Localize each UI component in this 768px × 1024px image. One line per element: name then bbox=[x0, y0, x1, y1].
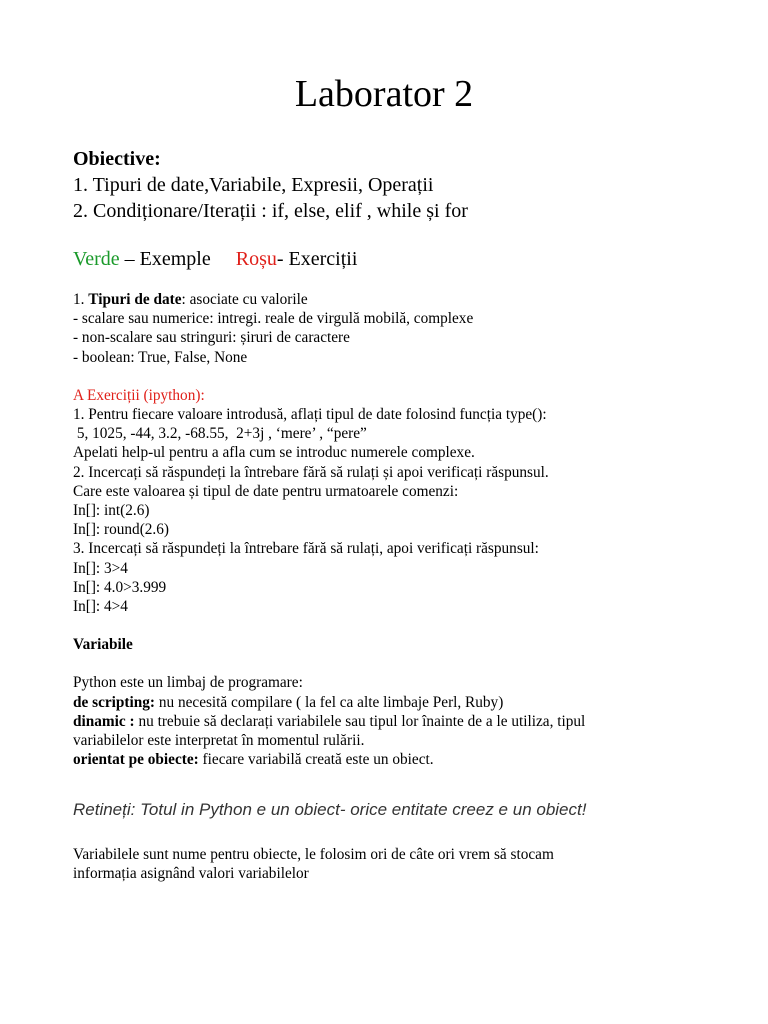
types-line: - boolean: True, False, None bbox=[73, 348, 248, 366]
dynamic-label: dinamic : bbox=[73, 712, 135, 730]
object-text: fiecare variabilă creată este un obiect. bbox=[198, 751, 434, 769]
color-legend bbox=[73, 246, 357, 272]
objectives-block bbox=[73, 146, 733, 224]
types-heading: Tipuri de date bbox=[88, 291, 182, 308]
exercise-line: 2. Incercați să răspundeți la întrebare fără să rulați și apoi verificați răspunsul. bbox=[73, 463, 549, 481]
exercise-line: In[]: round(2.6) bbox=[73, 521, 170, 539]
objectives-heading: Obiective: bbox=[73, 148, 161, 170]
exercise-line: In[]: int(2.6) bbox=[73, 502, 150, 520]
exercise-line: In[]: 3>4 bbox=[73, 559, 128, 577]
exercises-heading: A Exerciții (ipython): bbox=[73, 386, 205, 404]
exercise-line: In[]: 4>4 bbox=[73, 598, 128, 616]
legend-red-label: Roșu bbox=[235, 248, 277, 270]
objective-item: 1. Tipuri de date,Variabile, Expresii, Operații bbox=[73, 174, 434, 196]
legend-red-text: - Exerciții bbox=[276, 248, 358, 270]
dynamic-text: nu trebuie să declarați variabilele sau tipul lor înainte de a le utiliza, tipul bbox=[134, 712, 586, 730]
remember-note: Retineți: Totul in Python e un obiect- orice entitate creez e un obiect! bbox=[73, 800, 587, 819]
exercise-line: In[]: 4.0>3.999 bbox=[73, 578, 167, 596]
legend-green-label: Verde bbox=[73, 248, 120, 270]
exercise-line: 3. Incercați să răspundeți la întrebare fără să rulați, apoi verificați răspunsul: bbox=[73, 540, 539, 558]
content-body bbox=[73, 290, 733, 769]
dynamic-line-2: variabilelor este interpretat în momentul rulării. bbox=[73, 732, 365, 750]
exercise-line: Apelati help-ul pentru a afla cum se introduc numerele complexe. bbox=[73, 444, 475, 462]
exercise-line: 1. Pentru fiecare valoare introdusă, aflați tipul de date folosind funcția type(): bbox=[73, 406, 547, 424]
exercise-line: Care este valoarea și tipul de date pentru urmatoarele comenzi: bbox=[73, 482, 459, 500]
dynamic-line bbox=[73, 712, 733, 731]
types-line: - scalare sau numerice: intregi. reale de virgulă mobilă, complexe bbox=[73, 310, 474, 328]
object-label: orientat pe obiecte: bbox=[73, 751, 199, 769]
scripting-text: nu necesită compilare ( la fel ca alte limbaje Perl, Ruby) bbox=[155, 693, 504, 711]
closing-line: informația asignând valori variabilelor bbox=[73, 865, 309, 883]
exercise-line: 5, 1025, -44, 3.2, -68.55, 2+3j , ‘mere’ , “pere” bbox=[73, 425, 367, 443]
scripting-line bbox=[73, 693, 733, 712]
object-line bbox=[73, 750, 733, 769]
scripting-label: de scripting: bbox=[73, 693, 156, 711]
types-prefix: 1. bbox=[73, 291, 89, 308]
closing-paragraph bbox=[73, 845, 713, 883]
page-title: Laborator 2 bbox=[294, 73, 474, 115]
types-line: - non-scalare sau stringuri: șiruri de caractere bbox=[73, 329, 350, 347]
closing-line: Variabilele sunt nume pentru obiecte, le folosim ori de câte ori vrem să stocam bbox=[73, 846, 554, 863]
types-heading-rest: : asociate cu valorile bbox=[181, 291, 308, 308]
types-heading-line bbox=[73, 290, 733, 309]
variables-heading: Variabile bbox=[73, 636, 133, 654]
objective-item: 2. Condiționare/Iterații : if, else, elif , while și for bbox=[73, 200, 468, 222]
legend-green-text: – Exemple bbox=[119, 248, 211, 270]
variables-intro: Python este un limbaj de programare: bbox=[73, 674, 303, 692]
